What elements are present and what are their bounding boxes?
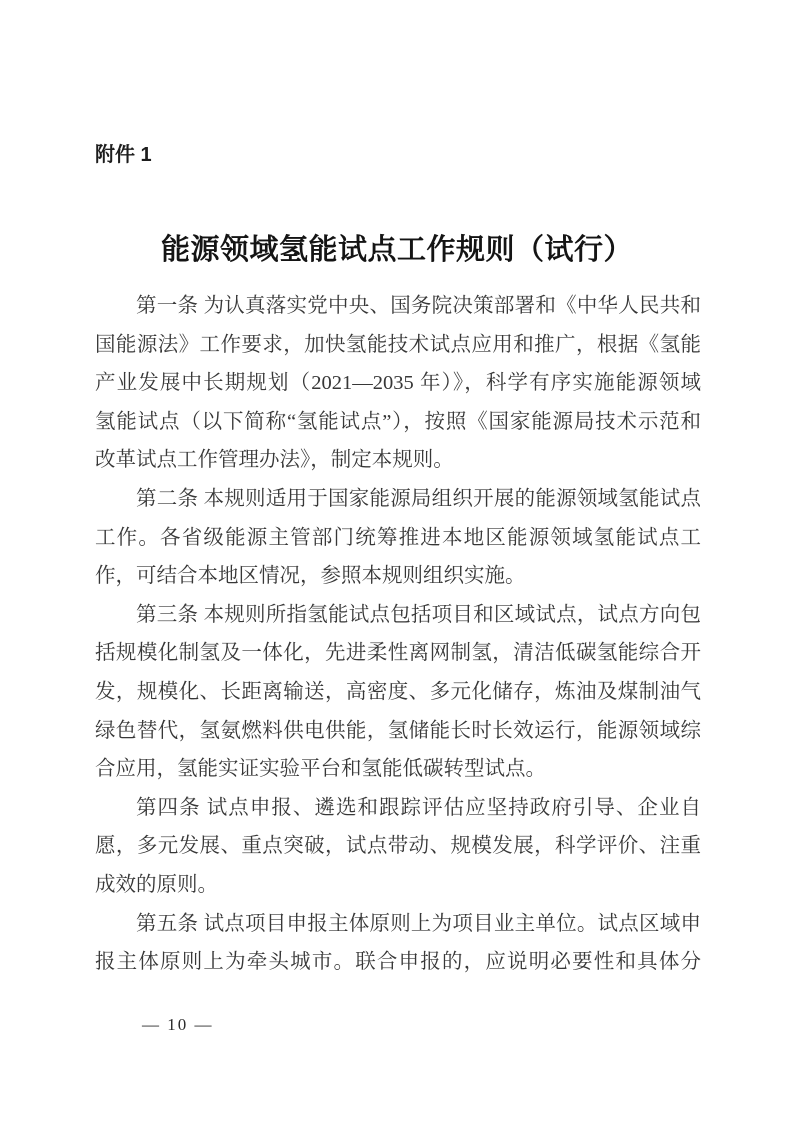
body-line: 第五条 试点项目申报主体原则上为项目业主单位。试点区域申 bbox=[136, 912, 701, 935]
document-body bbox=[95, 287, 701, 982]
page-number: — 10 — bbox=[142, 1015, 214, 1034]
body-line: 绿色替代，氢氨燃料供电供能，氢储能长时长效运行，能源领域综 bbox=[95, 719, 701, 742]
body-line: 愿，多元发展、重点突破，试点带动、规模发展，科学评价、注重 bbox=[95, 835, 701, 858]
body-line: 国能源法》工作要求，加快氢能技术试点应用和推广，根据《氢能 bbox=[95, 333, 701, 356]
paragraph-article-3 bbox=[95, 596, 701, 789]
body-line: 第三条 本规则所指氢能试点包括项目和区域试点，试点方向包 bbox=[136, 603, 701, 626]
body-line: 作，可结合本地区情况，参照本规则组织实施。 bbox=[95, 565, 526, 588]
document-title: 能源领域氢能试点工作规则（试行） bbox=[160, 234, 633, 267]
body-line: 第一条 为认真落实党中央、国务院决策部署和《中华人民共和 bbox=[136, 295, 701, 317]
body-line: 第四条 试点申报、遴选和跟踪评估应坚持政府引导、企业自 bbox=[136, 796, 701, 819]
body-line: 第二条 本规则适用于国家能源局组织开展的能源领域氢能试点 bbox=[136, 487, 701, 510]
paragraph-article-4 bbox=[95, 789, 701, 905]
body-line: 氢能试点（以下简称“氢能试点”），按照《国家能源局技术示范和 bbox=[95, 410, 701, 433]
attachment-label: 附件 1 bbox=[95, 144, 152, 166]
body-line: 报主体原则上为牵头城市。联合申报的，应说明必要性和具体分 bbox=[95, 951, 701, 974]
paragraph-article-1 bbox=[95, 287, 701, 480]
body-line: 括规模化制氢及一体化，先进柔性离网制氢，清洁低碳氢能综合开 bbox=[95, 642, 701, 665]
body-line: 成效的原则。 bbox=[95, 873, 218, 896]
body-line: 工作。各省级能源主管部门统筹推进本地区能源领域氢能试点工 bbox=[95, 526, 701, 549]
body-line: 合应用，氢能实证实验平台和氢能低碳转型试点。 bbox=[95, 758, 546, 781]
body-line: 改革试点工作管理办法》，制定本规则。 bbox=[95, 449, 454, 472]
body-line: 发，规模化、长距离输送，高密度、多元化储存，炼油及煤制油气 bbox=[95, 680, 701, 703]
paragraph-article-5 bbox=[95, 905, 701, 982]
paragraph-article-2 bbox=[95, 480, 701, 596]
body-line: 产业发展中长期规划（2021—2035 年）》，科学有序实施能源领域 bbox=[95, 372, 701, 395]
